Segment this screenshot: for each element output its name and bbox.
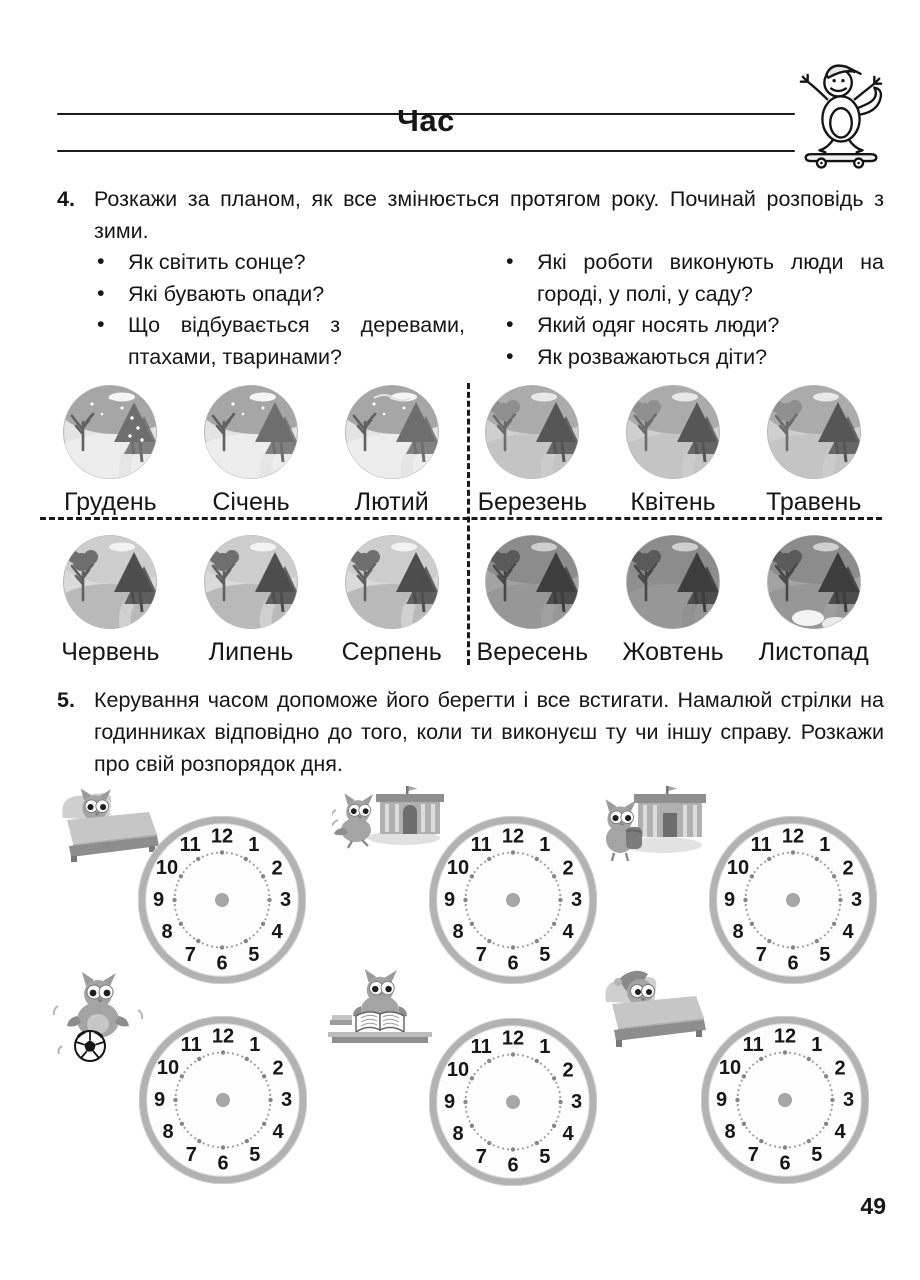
months-horizontal-divider bbox=[40, 517, 882, 520]
svg-text:11: 11 bbox=[470, 834, 492, 856]
svg-text:3: 3 bbox=[280, 1089, 293, 1111]
svg-text:11: 11 bbox=[470, 1036, 492, 1058]
questions-left-column bbox=[95, 247, 465, 373]
month-label: Вересень bbox=[476, 638, 589, 666]
svg-text:6: 6 bbox=[217, 1152, 229, 1175]
month-label: Грудень bbox=[63, 488, 157, 516]
question-text: Які бувають опади? bbox=[128, 281, 325, 306]
svg-text:7: 7 bbox=[747, 1144, 759, 1166]
clock-face[interactable] bbox=[709, 816, 877, 984]
svg-text:2: 2 bbox=[562, 1059, 574, 1082]
svg-text:6: 6 bbox=[779, 1152, 791, 1175]
svg-text:9: 9 bbox=[153, 1089, 166, 1111]
month-card bbox=[40, 384, 181, 517]
svg-text:8: 8 bbox=[162, 1120, 174, 1143]
svg-text:6: 6 bbox=[787, 952, 799, 975]
owl-with-backpack-at-school-icon bbox=[602, 783, 710, 876]
svg-text:1: 1 bbox=[819, 834, 831, 856]
svg-text:11: 11 bbox=[180, 1034, 202, 1056]
bullet-icon: • bbox=[97, 249, 105, 273]
svg-text:8: 8 bbox=[452, 1122, 464, 1145]
month-scene-icon bbox=[344, 534, 440, 635]
page-title: Час bbox=[397, 103, 455, 138]
svg-text:1: 1 bbox=[811, 1034, 823, 1056]
month-scene-icon bbox=[344, 384, 440, 485]
month-card bbox=[743, 534, 884, 667]
svg-text:3: 3 bbox=[850, 889, 863, 911]
svg-text:11: 11 bbox=[179, 834, 201, 856]
question-text: Що відбувається з деревами, птахами, тваринами? bbox=[128, 313, 465, 369]
month-scene-icon bbox=[484, 534, 580, 635]
svg-text:9: 9 bbox=[715, 1089, 728, 1111]
month-label: Листопад bbox=[758, 638, 869, 666]
month-label: Жовтень bbox=[622, 638, 724, 666]
clock-face[interactable] bbox=[139, 1016, 307, 1184]
month-label: Серпень bbox=[341, 638, 442, 666]
months-row-2 bbox=[40, 531, 884, 667]
svg-text:7: 7 bbox=[755, 944, 767, 966]
month-scene-icon bbox=[766, 384, 862, 485]
month-card bbox=[40, 534, 181, 667]
svg-text:3: 3 bbox=[279, 889, 292, 911]
month-scene-icon bbox=[625, 384, 721, 485]
month-label: Червень bbox=[61, 638, 160, 666]
svg-text:2: 2 bbox=[272, 1057, 284, 1080]
month-card bbox=[181, 384, 322, 517]
svg-text:5: 5 bbox=[248, 944, 260, 966]
svg-text:2: 2 bbox=[271, 857, 283, 880]
svg-text:9: 9 bbox=[443, 1091, 456, 1113]
svg-text:7: 7 bbox=[185, 1144, 197, 1166]
month-card bbox=[321, 534, 462, 667]
task-4-number: 4. bbox=[57, 187, 75, 211]
month-card bbox=[321, 384, 462, 517]
svg-text:10: 10 bbox=[726, 857, 750, 880]
month-scene-icon bbox=[625, 534, 721, 635]
svg-text:2: 2 bbox=[834, 1057, 846, 1080]
months-half bbox=[40, 531, 462, 667]
svg-text:8: 8 bbox=[452, 920, 464, 943]
question-item bbox=[95, 247, 465, 279]
svg-text:5: 5 bbox=[819, 944, 831, 966]
svg-text:8: 8 bbox=[161, 920, 173, 943]
svg-text:9: 9 bbox=[152, 889, 165, 911]
month-label: Липень bbox=[208, 638, 294, 666]
svg-text:4: 4 bbox=[562, 1122, 574, 1145]
svg-text:5: 5 bbox=[539, 1146, 551, 1168]
bullet-icon: • bbox=[506, 312, 514, 336]
clock-face[interactable] bbox=[138, 816, 306, 984]
questions-right-column bbox=[504, 247, 884, 373]
svg-text:1: 1 bbox=[539, 1036, 551, 1058]
svg-text:8: 8 bbox=[724, 1120, 736, 1143]
svg-text:12: 12 bbox=[781, 825, 805, 848]
month-card bbox=[743, 384, 884, 517]
svg-text:10: 10 bbox=[446, 1059, 470, 1082]
svg-text:12: 12 bbox=[211, 1025, 235, 1048]
svg-text:9: 9 bbox=[443, 889, 456, 911]
svg-text:12: 12 bbox=[501, 825, 525, 848]
svg-text:10: 10 bbox=[446, 857, 470, 880]
svg-text:4: 4 bbox=[834, 1120, 846, 1143]
svg-text:9: 9 bbox=[723, 889, 736, 911]
question-text: Як розважаються діти? bbox=[537, 344, 768, 369]
dragon-on-skateboard-icon bbox=[792, 60, 890, 170]
month-card bbox=[603, 384, 744, 517]
month-scene-icon bbox=[484, 384, 580, 485]
task-5-text: Керування часом допоможе його берегти і все встигати. Намалюй стрілки на годинниках відповідно до того, коли ти виконуєш ту чи іншу справу. Розкажи про свій розпорядок дня. bbox=[94, 688, 884, 776]
svg-text:10: 10 bbox=[156, 1057, 180, 1080]
month-card bbox=[462, 534, 603, 667]
svg-text:3: 3 bbox=[570, 889, 583, 911]
svg-text:12: 12 bbox=[773, 1025, 797, 1048]
month-card bbox=[603, 534, 744, 667]
task-4-text: Розкажи за планом, як все змінюється протягом року. Починай розповідь з зими. bbox=[94, 187, 884, 243]
svg-text:3: 3 bbox=[570, 1091, 583, 1113]
svg-text:4: 4 bbox=[562, 920, 574, 943]
owl-reading-book-icon bbox=[328, 966, 436, 1049]
svg-text:10: 10 bbox=[718, 1057, 742, 1080]
month-card bbox=[462, 384, 603, 517]
question-item bbox=[504, 342, 884, 374]
svg-text:11: 11 bbox=[750, 834, 772, 856]
question-text: Який одяг носять люди? bbox=[537, 313, 780, 337]
svg-text:6: 6 bbox=[507, 952, 519, 975]
clock-face[interactable] bbox=[429, 1018, 597, 1186]
task-5 bbox=[57, 684, 884, 780]
svg-text:4: 4 bbox=[842, 920, 854, 943]
svg-text:6: 6 bbox=[216, 952, 228, 975]
task-5-number: 5. bbox=[57, 688, 75, 712]
svg-text:7: 7 bbox=[184, 944, 196, 966]
svg-text:12: 12 bbox=[210, 825, 234, 848]
owl-playing-football-icon bbox=[52, 968, 144, 1069]
svg-text:8: 8 bbox=[732, 920, 744, 943]
months-vertical-divider bbox=[467, 383, 470, 665]
svg-text:6: 6 bbox=[507, 1154, 519, 1177]
bullet-icon: • bbox=[97, 312, 105, 336]
question-text: Які роботи виконують люди на городі, у полі, у саду? bbox=[537, 250, 884, 306]
svg-text:11: 11 bbox=[742, 1034, 764, 1056]
months-half bbox=[40, 381, 462, 517]
owl-sleeping-in-bed-icon bbox=[598, 962, 710, 1055]
months-grid bbox=[40, 381, 884, 667]
months-half bbox=[462, 381, 884, 517]
svg-text:4: 4 bbox=[272, 1120, 284, 1143]
month-label: Лютий bbox=[354, 488, 429, 516]
month-label: Травень bbox=[765, 488, 862, 516]
svg-text:7: 7 bbox=[475, 1146, 487, 1168]
months-half bbox=[462, 531, 884, 667]
bullet-icon: • bbox=[97, 280, 105, 305]
month-scene-icon bbox=[62, 534, 158, 635]
month-scene-icon bbox=[62, 384, 158, 485]
month-label: Квітень bbox=[630, 488, 716, 516]
svg-text:1: 1 bbox=[249, 1034, 261, 1056]
task-4-questions bbox=[95, 247, 884, 373]
svg-text:12: 12 bbox=[501, 1027, 525, 1050]
question-text: Як світить сонце? bbox=[128, 250, 306, 274]
svg-text:3: 3 bbox=[842, 1089, 855, 1111]
owl-running-to-school-icon bbox=[332, 784, 444, 869]
svg-text:5: 5 bbox=[249, 1144, 261, 1166]
month-scene-icon bbox=[766, 534, 862, 635]
svg-text:5: 5 bbox=[539, 944, 551, 966]
months-row-1 bbox=[40, 381, 884, 517]
svg-text:7: 7 bbox=[475, 944, 487, 966]
clock-face[interactable] bbox=[429, 816, 597, 984]
clock-face[interactable] bbox=[701, 1016, 869, 1184]
month-label: Березень bbox=[477, 488, 588, 516]
question-item bbox=[95, 310, 465, 373]
month-scene-icon bbox=[203, 534, 299, 635]
svg-text:4: 4 bbox=[271, 920, 283, 943]
header-rule-bottom bbox=[57, 150, 795, 152]
svg-text:2: 2 bbox=[842, 857, 854, 880]
svg-text:1: 1 bbox=[248, 834, 260, 856]
month-card bbox=[181, 534, 322, 667]
bullet-icon: • bbox=[506, 249, 514, 273]
question-item bbox=[504, 247, 884, 310]
svg-text:2: 2 bbox=[562, 857, 574, 880]
bullet-icon: • bbox=[506, 343, 514, 368]
question-item bbox=[95, 279, 465, 311]
page-number: 49 bbox=[860, 1193, 886, 1219]
question-item bbox=[504, 310, 884, 342]
month-label: Січень bbox=[212, 488, 290, 516]
svg-text:10: 10 bbox=[155, 857, 179, 880]
month-scene-icon bbox=[203, 384, 299, 485]
svg-text:5: 5 bbox=[811, 1144, 823, 1166]
task-4 bbox=[57, 183, 884, 247]
svg-text:1: 1 bbox=[539, 834, 551, 856]
